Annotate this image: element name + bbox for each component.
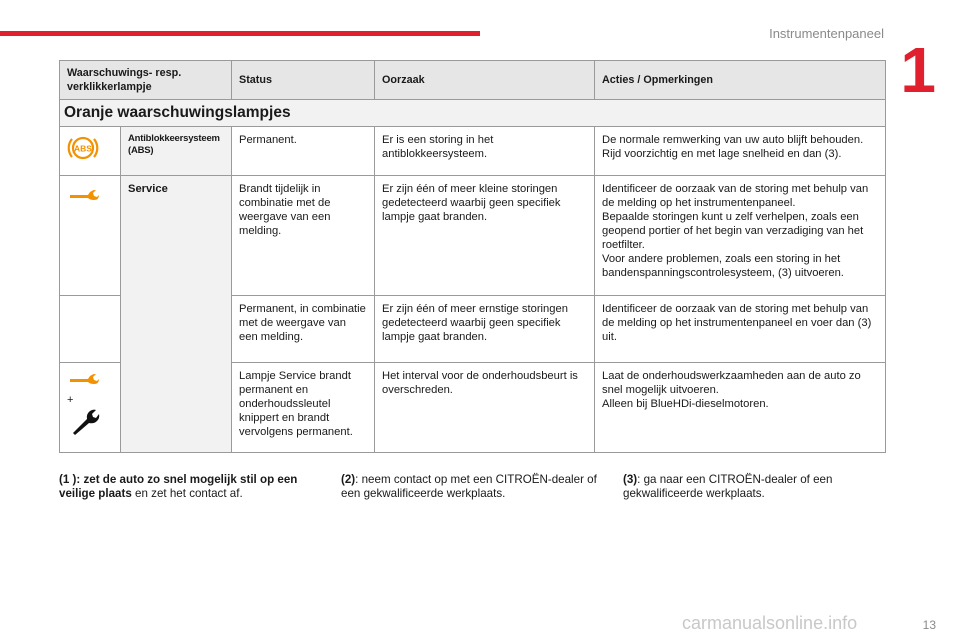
- action-line: Laat de onderhoudswerkzaamheden aan de auto zo snel mogelijk uitvoeren.: [602, 370, 861, 396]
- footnote-bold: : zet de auto zo snel mogelijk stil op een veilige plaats: [59, 473, 298, 500]
- status-cell: Permanent, in combinatie met de weergave van een melding.: [232, 296, 375, 363]
- chapter-number: 1: [900, 34, 936, 106]
- footnote-key: (2): [341, 473, 356, 486]
- col-header-actions: Acties / Opmerkingen: [595, 61, 886, 100]
- col-header-cause: Oorzaak: [375, 61, 595, 100]
- section-title: Instrumentenpaneel: [769, 26, 884, 41]
- col-header-status: Status: [232, 61, 375, 100]
- footnote-text: : neem contact op met een CITROËN-dealer of een gekwalificeerde werkplaats.: [341, 473, 597, 500]
- footnote-text: en zet het contact af.: [131, 487, 243, 500]
- black-wrench-icon: [67, 407, 101, 437]
- table-row: [60, 176, 886, 296]
- wrench-icon: [67, 369, 101, 389]
- action-line: Alleen bij BlueHDi-dieselmotoren.: [602, 398, 769, 410]
- abs-icon-cell: [60, 127, 121, 176]
- footnote-text: : ga naar een CITROËN-dealer of een gekwalificeerde werkplaats.: [623, 473, 833, 500]
- cause-cell: Er zijn één of meer kleine storingen gedetecteerd waarbij geen specifiek lampje gaat branden.: [375, 176, 595, 296]
- empty-icon-cell: [60, 296, 121, 363]
- page-number: 13: [922, 618, 936, 632]
- svg-text:ABS: ABS: [74, 143, 92, 154]
- action-line: Identificeer de oorzaak van de storing met behulp van de melding op het instrumentenpaneel.: [602, 183, 869, 209]
- top-accent-bar: [0, 31, 480, 36]
- status-cell: Lampje Service brandt permanent en onderhoudssleutel knippert en brandt vervolgens permanent.: [232, 363, 375, 453]
- status-cell: Brandt tijdelijk in combinatie met de weergave van een melding.: [232, 176, 375, 296]
- abs-warning-icon: [67, 133, 99, 163]
- footnote-key: (3): [623, 473, 638, 486]
- action-cell: De normale remwerking van uw auto blijft behouden. Rijd voorzichtig en met lage snelheid en dan (3).: [595, 127, 886, 176]
- action-cell: [595, 176, 886, 296]
- warning-lamps-table: [59, 60, 886, 453]
- action-line: Bepaalde storingen kunt u zelf verhelpen, zoals een geopend portier of het begin van verzadiging van het roetfilter.: [602, 211, 864, 251]
- col-header-lamp: Waarschuwings- resp. verklikkerlampje: [60, 61, 232, 100]
- maintenance-icon-cell: [60, 363, 121, 453]
- lamp-name: Service: [121, 176, 232, 453]
- footnote-1: [59, 473, 321, 501]
- wrench-icon: [67, 182, 101, 206]
- status-cell: Permanent.: [232, 127, 375, 176]
- footnote-2: [341, 473, 609, 501]
- lamp-name: Antiblokkeersysteem (ABS): [121, 127, 232, 176]
- action-cell: [595, 363, 886, 453]
- action-line: Voor andere problemen, zoals een storing in het bandenspanningscontrolesysteem, (3) uitvoeren.: [602, 253, 844, 279]
- cause-cell: Er is een storing in het antiblokkeersysteem.: [375, 127, 595, 176]
- cause-cell: Er zijn één of meer ernstige storingen gedetecteerd waarbij geen specifiek lampje gaat branden.: [375, 296, 595, 363]
- table-row: [60, 127, 886, 176]
- cause-cell: Het interval voor de onderhoudsbeurt is overschreden.: [375, 363, 595, 453]
- section-row: [60, 100, 886, 127]
- footnote-3: [623, 473, 873, 501]
- plus-sign: +: [67, 394, 74, 406]
- table-header-row: [60, 61, 886, 100]
- service-icon-cell: [60, 176, 121, 296]
- action-cell: Identificeer de oorzaak van de storing met behulp van de melding op het instrumentenpaneel en voer dan (3) uit.: [595, 296, 886, 363]
- watermark: carmanualsonline.info: [682, 613, 858, 633]
- section-heading: Oranje waarschuwingslampjes: [60, 100, 886, 127]
- footnote-key: (1 ): [59, 473, 77, 486]
